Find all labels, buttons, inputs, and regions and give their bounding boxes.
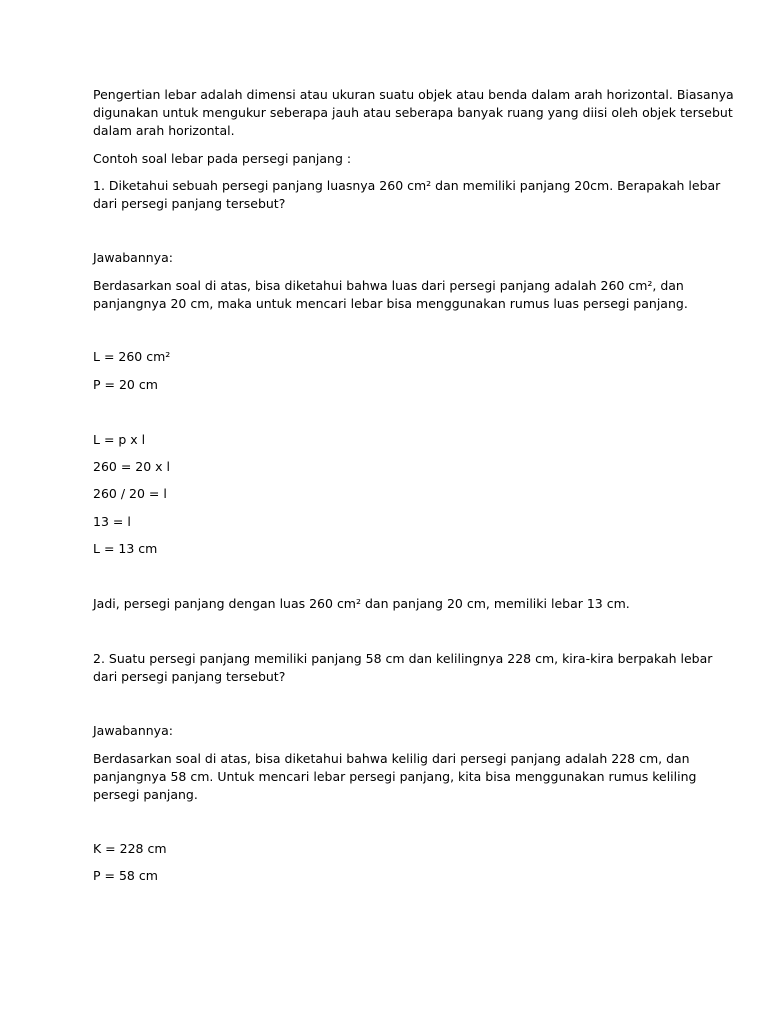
problem1-step-1: L = p x l	[93, 432, 146, 447]
problem1-step-2: 260 = 20 x l	[93, 459, 171, 474]
problem2-explanation-line-3: persegi panjang.	[93, 787, 198, 802]
problem1-answer-label: Jawabannya:	[93, 250, 173, 265]
problem1-given-length: P = 20 cm	[93, 377, 158, 392]
problem1-given-area: L = 260 cm²	[93, 349, 171, 364]
problem2-explanation-line-2: panjangnya 58 cm. Untuk mencari lebar persegi panjang, kita bisa menggunakan rumus keliling	[93, 769, 697, 784]
problem1-explanation-line-2: panjangnya 20 cm, maka untuk mencari lebar bisa menggunakan rumus luas persegi panjang.	[93, 296, 688, 311]
problem1-question-line-1: 1. Diketahui sebuah persegi panjang luasnya 260 cm² dan memiliki panjang 20cm. Berapakah lebar	[93, 178, 721, 193]
problem1-step-4: 13 = l	[93, 514, 131, 529]
problem1-explanation-line-1: Berdasarkan soal di atas, bisa diketahui bahwa luas dari persegi panjang adalah 260 cm², dan	[93, 278, 684, 293]
example-heading: Contoh soal lebar pada persegi panjang :	[93, 151, 352, 166]
problem2-question-line-1: 2. Suatu persegi panjang memiliki panjang 58 cm dan kelilingnya 228 cm, kira-kira berpakah lebar	[93, 651, 713, 666]
problem2-given-perimeter: K = 228 cm	[93, 841, 167, 856]
problem1-question-line-2: dari persegi panjang tersebut?	[93, 196, 286, 211]
intro-line-1: Pengertian lebar adalah dimensi atau ukuran suatu objek atau benda dalam arah horizontal. Biasanya	[93, 87, 734, 102]
problem1-step-5: L = 13 cm	[93, 541, 158, 556]
problem2-explanation-line-1: Berdasarkan soal di atas, bisa diketahui bahwa kelilig dari persegi panjang adalah 228 cm, dan	[93, 751, 690, 766]
intro-line-2: digunakan untuk mengukur seberapa jauh atau seberapa banyak ruang yang diisi oleh objek tersebut	[93, 105, 733, 120]
intro-line-3: dalam arah horizontal.	[93, 123, 235, 138]
problem2-answer-label: Jawabannya:	[93, 723, 173, 738]
problem2-question-line-2: dari persegi panjang tersebut?	[93, 669, 286, 684]
problem1-step-3: 260 / 20 = l	[93, 486, 167, 501]
problem2-given-length: P = 58 cm	[93, 868, 158, 883]
problem1-conclusion: Jadi, persegi panjang dengan luas 260 cm² dan panjang 20 cm, memiliki lebar 13 cm.	[93, 596, 630, 611]
